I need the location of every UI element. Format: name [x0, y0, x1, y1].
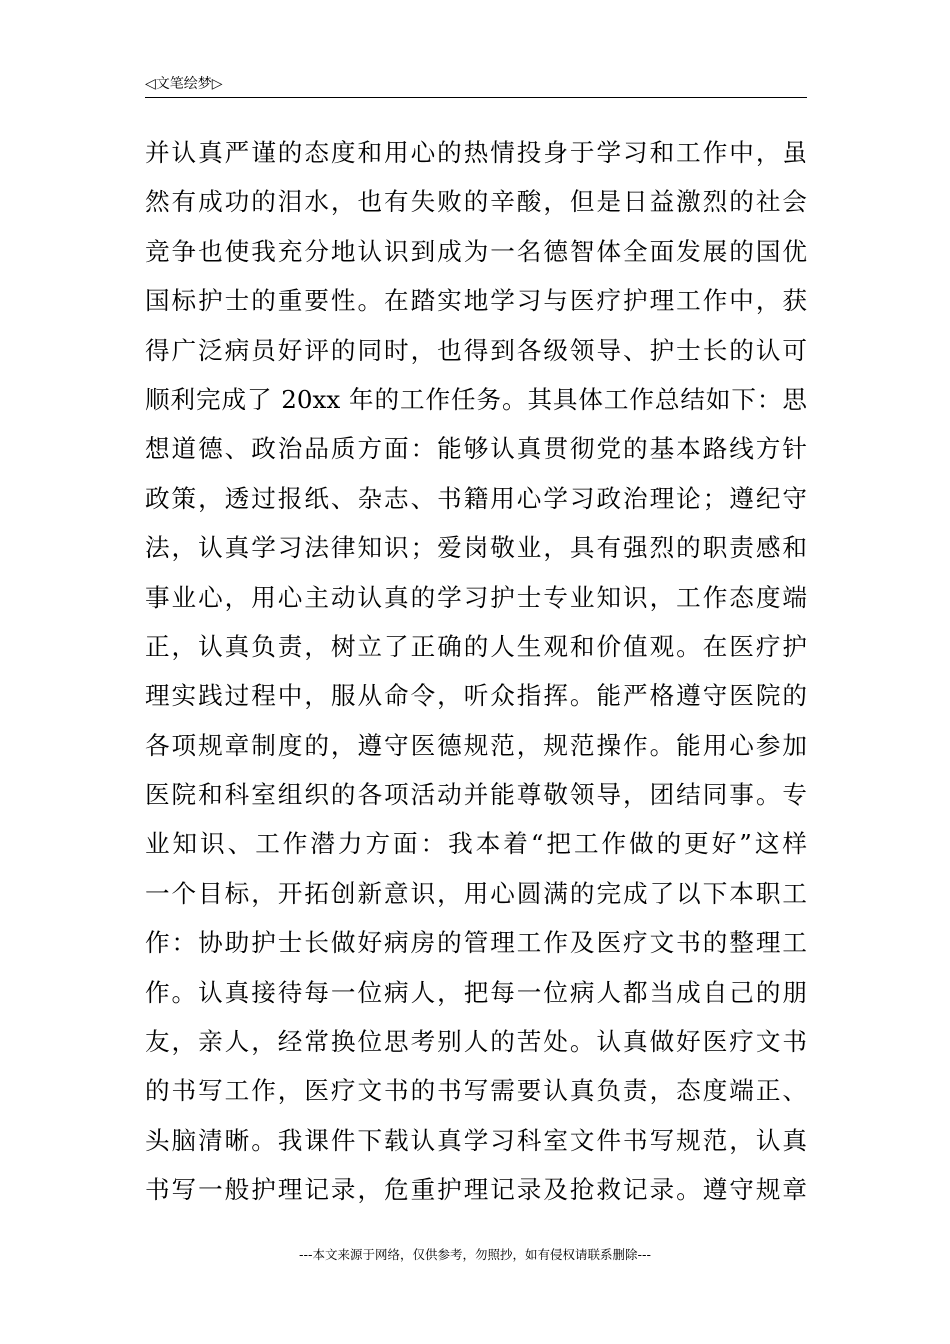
body-line: 一个目标，开拓创新意识，用心圆满的完成了以下本职工: [145, 878, 807, 908]
body-line: 事业心，用心主动认真的学习护士专业知识，工作态度端: [145, 582, 807, 612]
body-line: 政策，透过报纸、杂志、书籍用心学习政治理论；遵纪守: [145, 483, 807, 513]
body-line: 竞争也使我充分地认识到成为一名德智体全面发展的国优: [145, 236, 807, 266]
body-line: 想道德、政治品质方面：能够认真贯彻党的基本路线方针: [145, 434, 807, 464]
body-line: 头脑清晰。我课件下载认真学习科室文件书写规范，认真: [145, 1125, 807, 1155]
body-line: 得广泛病员好评的同时，也得到各级领导、护士长的认可: [145, 335, 807, 365]
body-line: 作：协助护士长做好病房的管理工作及医疗文书的整理工: [145, 928, 807, 958]
body-line: 顺利完成了 20xx 年的工作任务。其具体工作总结如下：思: [145, 384, 807, 414]
body-line: 友，亲人，经常换位思考别人的苦处。认真做好医疗文书: [145, 1027, 807, 1057]
body-line: 然有成功的泪水，也有失败的辛酸，但是日益激烈的社会: [145, 187, 807, 217]
body-line: 各项规章制度的，遵守医德规范，规范操作。能用心参加: [145, 730, 807, 760]
document-body: [145, 128, 807, 1215]
footer-disclaimer: ---本文来源于网络，仅供参考，勿照抄，如有侵权请联系删除---: [298, 1247, 652, 1262]
body-line: 正，认真负责，树立了正确的人生观和价值观。在医疗护: [145, 631, 807, 661]
body-line: 并认真严谨的态度和用心的热情投身于学习和工作中，虽: [145, 138, 807, 167]
body-line: 书写一般护理记录，危重护理记录及抢救记录。遵守规章: [145, 1175, 807, 1205]
page-header: [145, 73, 807, 98]
body-line: 的书写工作，医疗文书的书写需要认真负责，态度端正、: [145, 1076, 807, 1106]
body-line: 医院和科室组织的各项活动并能尊敬领导，团结同事。专: [145, 780, 807, 810]
body-line: 作。认真接待每一位病人，把每一位病人都当成自己的朋: [145, 977, 807, 1007]
body-line: 业知识、工作潜力方面：我本着“把工作做的更好”这样: [145, 829, 807, 859]
body-line: 理实践过程中，服从命令，听众指挥。能严格遵守医院的: [145, 681, 807, 711]
header-brand: ◁文笔绘梦▷: [145, 76, 223, 92]
body-line: 法，认真学习法律知识；爱岗敬业，具有强烈的职责感和: [145, 533, 807, 563]
body-line: 国标护士的重要性。在踏实地学习与医疗护理工作中，获: [145, 286, 807, 316]
